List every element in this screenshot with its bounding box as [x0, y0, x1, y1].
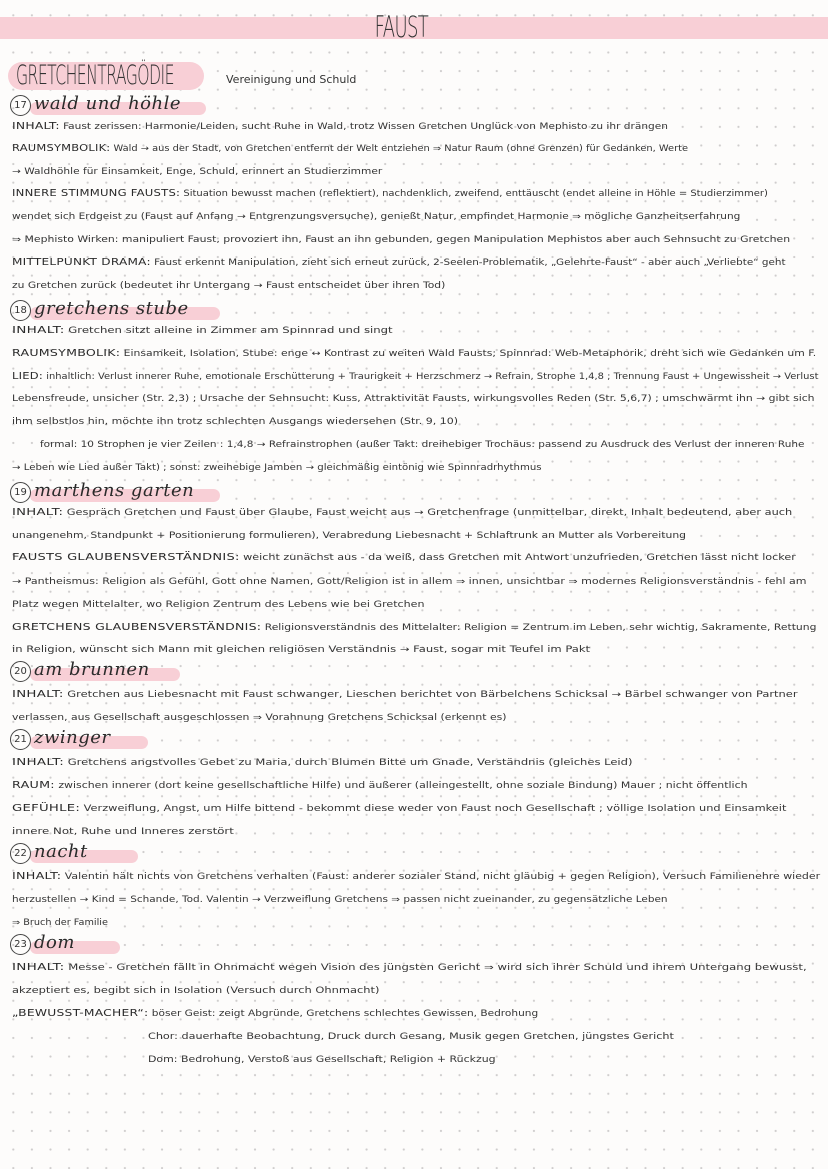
note-line: ⇒ Bruch der Familie [12, 918, 108, 928]
note-line: → Pantheismus: Religion als Gefühl, Gott ohne Namen, Gott/Religion ist in allem ⇒ innen, unsichtbar ⇒ modernes Religionsverständnis - fehl am [12, 577, 807, 587]
note-line: MITTELPUNKT DRAMA: Faust erkennt Manipulation, zieht sich erneut zurück, 2-Seelen-Problematik, „Gelehrte-Faust“ - aber auch „Verliebte“ geht [12, 257, 786, 268]
note-line: ⇒ Mephisto Wirken: manipuliert Faust, provoziert ihn, Faust an ihn gebunden, gegen Manipulation Mephistos aber auch Sehnsucht zu Gretchen [12, 235, 791, 245]
main-heading-title: GRETCHENTRAGÖDIE [16, 60, 174, 91]
note-line: „BEWUSST-MACHER“: böser Geist: zeigt Abgründe, Gretchens schlechtes Gewissen, Bedrohung [12, 1008, 539, 1019]
note-line: wendet sich Erdgeist zu (Faust auf Anfang → Entgrenzungsversuche), genießt Natur, empfindet Harmonie ⇒ mögliche Ganzheitserfahrung [12, 212, 741, 222]
note-line: → Waldhöhle für Einsamkeit, Enge, Schuld, erinnert an Studierzimmer [12, 167, 383, 177]
section-title: wald und höhle [34, 93, 182, 114]
note-line: Dom: Bedrohung, Verstoß aus Gesellschaft, Religion + Rückzug [148, 1055, 496, 1065]
section-title: zwinger [34, 727, 111, 748]
note-line: innere Not, Ruhe und Inneres zerstört [12, 827, 234, 837]
note-line: in Religion, wünscht sich Mann mit gleichen religiösen Verständnis → Faust, sogar mit Teufel im Pakt [12, 645, 591, 655]
note-line: → Leben wie Lied außer Takt) ; sonst: zweihebige Jamben → gleichmäßig eintönig wie Spinnradrhythmus [12, 463, 542, 473]
note-line: akzeptiert es, begibt sich in Isolation (Versuch durch Ohnmacht) [12, 986, 380, 996]
note-line: RAUMSYMBOLIK: Wald → aus der Stadt, von Gretchen entfernt der Welt entziehen ⇒ Natur Raum (ohne Grenzen) für Gedanken, Werte [12, 143, 689, 154]
note-line: verlassen, aus Gesellschaft ausgeschlossen ⇒ Vorahnung Gretchens Schicksal (erkennt es) [12, 713, 507, 723]
section-title: marthens garten [34, 480, 195, 501]
note-line: zu Gretchen zurück (bedeutet ihr Untergang → Faust entscheidet über ihren Tod) [12, 281, 446, 291]
note-line: LIED: inhaltlich: Verlust innerer Ruhe, emotionale Erschütterung + Traurigkeit + Herzschmerz → Refrain, Strophe 1,4,8 ; Trennung Faust + Ungewissheit → Verlust [12, 371, 819, 382]
note-line: RAUM: zwischen innerer (dort keine gesellschaftliche Hilfe) und äußerer (alleingestellt, ohne soziale Bindung) Mauer ; nicht öffentlich [12, 780, 748, 791]
note-line: INHALT: Gretchen aus Liebesnacht mit Faust schwanger, Lieschen berichtet von Bärbelchens Schicksal → Bärbel schwanger von Partner [12, 689, 798, 700]
section-number: 23 [10, 934, 31, 955]
section-title: nacht [34, 841, 88, 862]
section-number: 22 [10, 843, 31, 864]
note-line: INHALT: Gespräch Gretchen und Faust über Glaube, Faust weicht aus → Gretchenfrage (unmittelbar, direkt, Inhalt bedeutend, aber auch [12, 507, 793, 518]
section-number: 19 [10, 482, 31, 503]
note-line: Lebensfreude, unsicher (Str. 2,3) ; Ursache der Sehnsucht: Kuss, Attraktivität Fausts, wirkungsvolles Reden (Str. 5,6,7) ; umschwärmt ihn → gibt sich [12, 394, 815, 404]
section-title: am brunnen [34, 659, 150, 680]
note-line: INHALT: Messe - Gretchen fällt in Ohnmacht wegen Vision des jüngsten Gericht ⇒ wird sich ihrer Schuld und ihrem Untergang bewusst, [12, 962, 807, 973]
note-line: herzustellen → Kind = Schande, Tod. Valentin → Verzweiflung Gretchens ⇒ passen nicht zueinander, zu gegensätzliche Leben [12, 895, 668, 905]
note-line: INHALT: Gretchen sitzt alleine in Zimmer am Spinnrad und singt [12, 325, 393, 336]
section-number: 21 [10, 729, 31, 750]
section-number: 17 [10, 95, 31, 116]
note-line: unangenehm, Standpunkt + Positionierung formulieren), Verabredung Liebesnacht + Schlaftrunk an Mutter als Vorbereitung [12, 531, 687, 541]
note-line: formal: 10 Strophen je vier Zeilen : 1,4,8 → Refrainstrophen (außer Takt: dreihebiger Trochäus: passend zu Ausdruck des Verlust der inneren Ruhe [40, 440, 805, 450]
main-heading-subtitle: Vereinigung und Schuld [226, 73, 357, 86]
note-line: FAUSTS GLAUBENSVERSTÄNDNIS: weicht zunächst aus - da weiß, dass Gretchen mit Antwort unzufrieden, Gretchen lässt nicht locker [12, 552, 796, 563]
note-line: INHALT: Valentin hält nichts von Gretchens verhalten (Faust: anderer sozialer Stand, nicht gläubig + gegen Religion), Versuch Familienehre wieder [12, 871, 821, 882]
note-line: RAUMSYMBOLIK: Einsamkeit, Isolation, Stube: enge ↔ Kontrast zu weiten Wald Fausts; Spinnrad: Web-Metaphorik, dreht sich wie Gedanken um F. [12, 348, 817, 359]
section-number: 18 [10, 300, 31, 321]
note-line: GEFÜHLE: Verzweiflung, Angst, um Hilfe bittend - bekommt diese weder von Faust noch Gesellschaft ; völlige Isolation und Einsamkeit [12, 803, 787, 814]
section-title: dom [34, 932, 75, 953]
note-line: ihm selbstlos hin, möchte ihn trotz schlechten Ausgangs wiedersehen (Str. 9, 10) [12, 417, 458, 427]
note-line: INHALT: Faust zerissen: Harmonie/Leiden, sucht Ruhe in Wald, trotz Wissen Gretchen Unglück von Mephisto zu ihr drängen [12, 121, 668, 132]
section-title: gretchens stube [34, 298, 189, 319]
note-line: Platz wegen Mittelalter, wo Religion Zentrum des Lebens wie bei Gretchen [12, 600, 425, 610]
section-number: 20 [10, 661, 31, 682]
note-line: Chor: dauerhafte Beobachtung, Druck durch Gesang, Musik gegen Gretchen, jüngstes Gericht [148, 1032, 674, 1042]
note-line: INHALT: Gretchens angstvolles Gebet zu Maria, durch Blumen Bitte um Gnade, Verständnis (gleiches Leid) [12, 757, 633, 768]
note-line: INNERE STIMMUNG FAUSTS: Situation bewusst machen (reflektiert), nachdenklich, zweifend, enttäuscht (endet alleine in Höhle = Studierzimmer) [12, 188, 768, 199]
page-title: FAUST [374, 10, 429, 44]
note-line: GRETCHENS GLAUBENSVERSTÄNDNIS: Religionsverständnis des Mittelalter: Religion = Zentrum im Leben, sehr wichtig, Sakramente, Rettung [12, 622, 817, 633]
